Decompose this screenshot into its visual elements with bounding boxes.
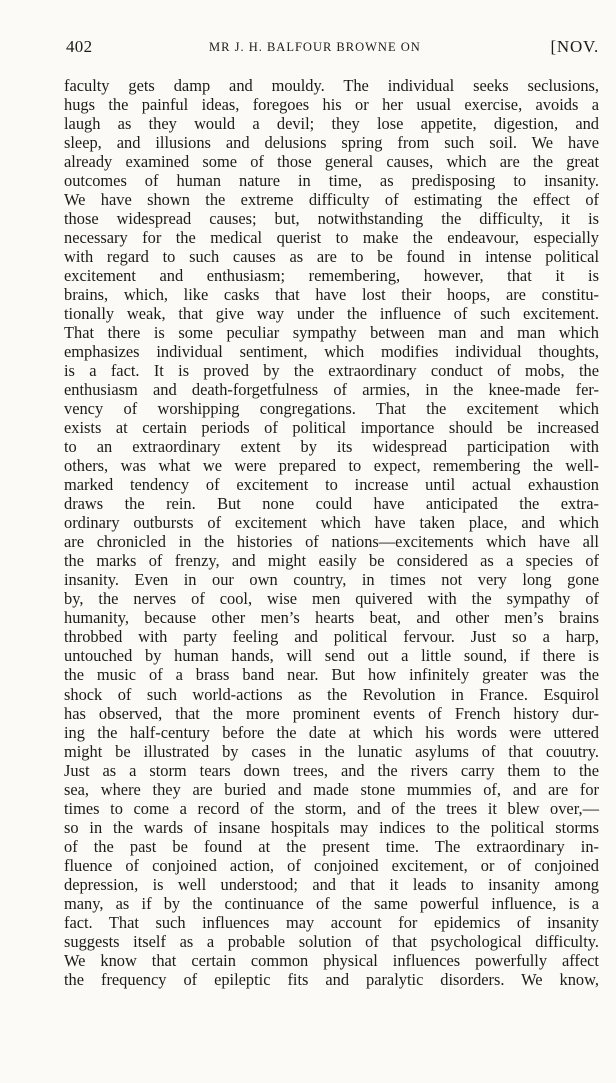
text-line: humanity, because other men’s hearts beat, and other men’s brains — [64, 608, 599, 628]
text-line: untouched by human hands, will send out a little sound, if there is — [64, 646, 599, 666]
text-line: of the past be found at the present time. The extraordinary in- — [64, 836, 599, 856]
text-line: outcomes of human nature in time, as predisposing to insanity. — [64, 171, 599, 191]
page-number: 402 — [66, 37, 93, 56]
text-line: the marks of frenzy, and might easily be considered as a species of — [64, 551, 599, 571]
text-line: to an extraordinary extent by its widespread participation with — [64, 437, 599, 457]
text-line: draws the rein. But none could have anticipated the extra- — [64, 494, 599, 514]
text-line: are chronicled in the histories of nations—excitements which have all — [64, 532, 599, 552]
text-line: is a fact. It is proved by the extraordinary conduct of mobs, the — [64, 361, 599, 381]
text-line: fact. That such influences may account for epidemics of insanity — [64, 912, 599, 932]
text-line: sleep, and illusions and delusions spring from such soil. We have — [64, 133, 599, 153]
text-line: times to come a record of the storm, and of the trees it blew over,— — [64, 798, 599, 818]
text-line: the music of a brass band near. But how infinitely greater was the — [64, 665, 599, 685]
text-line: those widespread causes; but, notwithstanding the difficulty, it is — [64, 209, 599, 229]
text-line: ing the half-century before the date at which his words were uttered — [64, 722, 599, 742]
text-line: many, as if by the continuance of the same powerful influence, is a — [64, 893, 599, 913]
text-line: depression, is well understood; and that it leads to insanity among — [64, 874, 599, 894]
text-line: others, was what we were prepared to expect, remembering the well- — [64, 456, 599, 476]
text-line: throbbed with party feeling and political fervour. Just so a harp, — [64, 627, 599, 647]
text-line: might be illustrated by cases in the lunatic asylums of that couutry. — [64, 741, 599, 761]
text-line: hugs the painful ideas, foregoes his or her usual exercise, avoids a — [64, 95, 599, 115]
text-line: We have shown the extreme difficulty of estimating the effect of — [64, 190, 599, 210]
text-line: fluence of conjoined action, of conjoined excitement, or of conjoined — [64, 855, 599, 875]
running-date: [NOV. — [550, 37, 599, 56]
text-line: tionally weak, that give way under the influence of such excitement. — [64, 304, 599, 324]
text-line: so in the wards of insane hospitals may indices to the political storms — [64, 817, 599, 837]
running-title: MR J. H. BALFOUR BROWNE ON — [209, 40, 421, 54]
text-line: That there is some peculiar sympathy between man and man which — [64, 323, 599, 343]
text-line: excitement and enthusiasm; remembering, however, that it is — [64, 266, 599, 286]
text-line: exists at certain periods of political importance should be increased — [64, 418, 599, 438]
text-line: has observed, that the more prominent events of French history dur- — [64, 703, 599, 723]
text-line: faculty gets damp and mouldy. The individual seeks seclusions, — [64, 76, 599, 95]
text-line: suggests itself as a probable solution of that psychological difficulty. — [64, 931, 599, 951]
text-line: enthusiasm and death-forgetfulness of armies, in the knee-made fer- — [64, 380, 599, 400]
text-line: ordinary outbursts of excitement which have taken place, and which — [64, 513, 599, 533]
text-line: vency of worshipping congregations. That the excitement which — [64, 399, 599, 419]
text-line: with regard to such causes as are to be found in intense political — [64, 247, 599, 267]
text-line: already examined some of those general causes, which are the great — [64, 152, 599, 172]
text-line: by, the nerves of cool, wise men quivered with the sympathy of — [64, 589, 599, 609]
text-line: marked tendency of excitement to increase until actual exhaustion — [64, 475, 599, 495]
text-line: emphasizes individual sentiment, which modifies individual thoughts, — [64, 342, 599, 362]
body-text — [64, 76, 599, 989]
text-line: Just as a storm tears down trees, and the rivers carry them to the — [64, 760, 599, 780]
text-line: the frequency of epileptic fits and paralytic disorders. We know, — [64, 969, 599, 989]
text-line: necessary for the medical querist to make the endeavour, especially — [64, 228, 599, 248]
text-line: laugh as they would a devil; they lose appetite, digestion, and — [64, 114, 599, 134]
running-head — [66, 37, 599, 59]
text-line: shock of such world-actions as the Revolution in France. Esquirol — [64, 684, 599, 704]
text-line: insanity. Even in our own country, in times not very long gone — [64, 570, 599, 590]
text-line: We know that certain common physical influences powerfully affect — [64, 950, 599, 970]
text-line: brains, which, like casks that have lost their hoops, are constitu- — [64, 285, 599, 305]
text-line: sea, where they are buried and made stone mummies of, and are for — [64, 779, 599, 799]
